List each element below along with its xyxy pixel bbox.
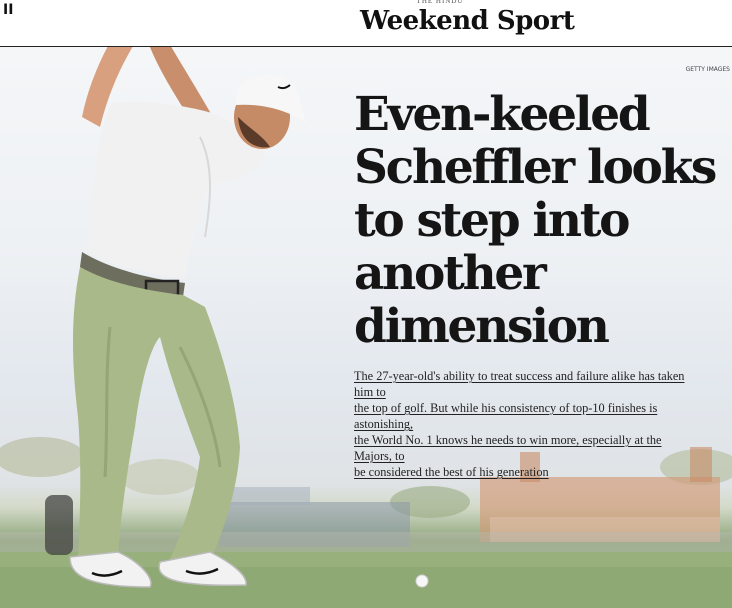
headline-line: Scheffler looks [354,140,716,195]
deck-line: be considered the best of his generation [354,465,549,479]
page-header [0,0,732,47]
headline-line: Even-keeled [354,87,649,142]
deck-line: The 27-year-old's ability to treat success and failure alike has taken him to [354,369,685,399]
headline-line: dimension [354,299,608,354]
golfer-figure [0,47,360,608]
page-marker: II [3,2,14,18]
article-headline [354,88,726,353]
section-title: Weekend Sport [360,6,575,36]
photo-credit: GETTY IMAGES [685,66,730,73]
masthead: THE HINDU [416,0,464,5]
headline-line: to step into [354,193,629,248]
deck-line: the top of golf. But while his consistency of top-10 finishes is astonishing, [354,401,658,431]
article-deck [354,368,698,480]
deck-line: the World No. 1 knows he needs to win more, especially at the Majors, to [354,433,662,463]
headline-line: another [354,246,545,301]
